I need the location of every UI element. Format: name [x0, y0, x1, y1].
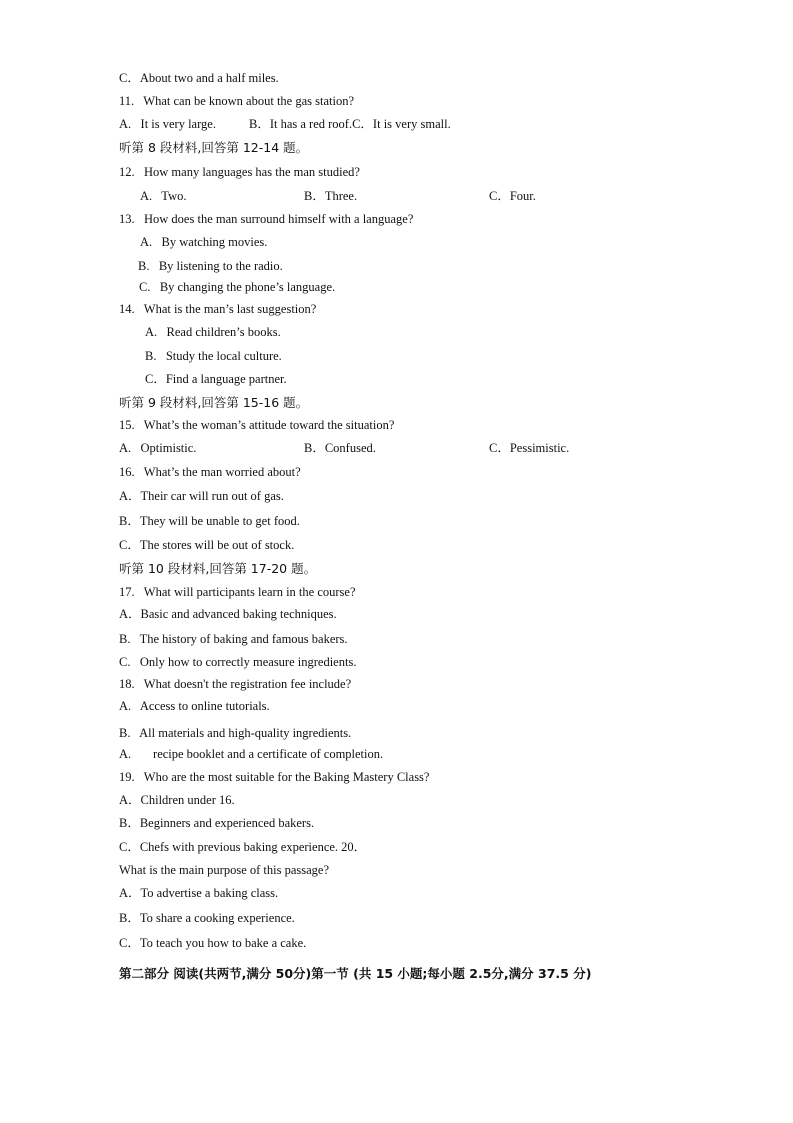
option-20b: B．To share a cooking experience.: [119, 911, 295, 925]
option-14b: B. Study the local culture.: [145, 349, 282, 363]
question-20: What is the main purpose of this passage?: [119, 863, 330, 877]
option-12b: B．Three.: [304, 189, 358, 203]
option-18b: B. All materials and high-quality ingredients.: [119, 726, 352, 740]
option-11bc: B．It has a red roof.C．It is very small.: [249, 117, 451, 131]
option-20c: C．To teach you how to bake a cake.: [119, 936, 307, 950]
option-14a: A. Read children’s books.: [145, 325, 281, 339]
option-19c: C．Chefs with previous baking experience. 20．: [119, 840, 367, 854]
option-18c: A. recipe booklet and a certificate of completion.: [119, 747, 384, 761]
option-17a: A．Basic and advanced baking techniques.: [119, 607, 337, 621]
option-11a: A. It is very large.: [119, 117, 216, 131]
option-14c: C．Find a language partner.: [145, 372, 287, 386]
question-16: 16. What’s the man worried about?: [119, 465, 301, 479]
option-13a: A. By watching movies.: [140, 235, 268, 249]
question-14: 14. What is the man’s last suggestion?: [119, 302, 317, 316]
option-12a: A. Two.: [140, 189, 187, 203]
option-16b: B．They will be unable to get food.: [119, 514, 300, 528]
question-11: 11. What can be known about the gas station?: [119, 94, 355, 108]
question-13: 13. How does the man surround himself with a language?: [119, 212, 414, 226]
option-19b: B．Beginners and experienced bakers.: [119, 816, 315, 830]
option-13c: C. By changing the phone’s language.: [139, 280, 336, 294]
option-17c: C. Only how to correctly measure ingredients.: [119, 655, 357, 669]
section-heading-10: 听第 10 段材料,回答第 17-20 题。: [119, 561, 317, 576]
option-13b: B. By listening to the radio.: [138, 259, 283, 273]
question-12: 12. How many languages has the man studied?: [119, 165, 360, 179]
option-17b: B. The history of baking and famous bakers.: [119, 632, 348, 646]
option-15b: B．Confused.: [304, 441, 376, 455]
section-heading-8: 听第 8 段材料,回答第 12-14 题。: [119, 140, 309, 155]
option-18a: A. Access to online tutorials.: [119, 699, 270, 713]
question-17: 17. What will participants learn in the course?: [119, 585, 356, 599]
question-18: 18. What doesn't the registration fee include?: [119, 677, 352, 691]
option-20a: A．To advertise a baking class.: [119, 886, 279, 900]
question-19: 19. Who are the most suitable for the Baking Mastery Class?: [119, 770, 430, 784]
option-16c: C．The stores will be out of stock.: [119, 538, 295, 552]
option-16a: A．Their car will run out of gas.: [119, 489, 284, 503]
section-heading-9: 听第 9 段材料,回答第 15-16 题。: [119, 395, 309, 410]
option-15c: C．Pessimistic.: [489, 441, 570, 455]
option-19a: A．Children under 16.: [119, 793, 235, 807]
question-15: 15. What’s the woman’s attitude toward the situation?: [119, 418, 395, 432]
part-two-heading: 第二部分 阅读(共两节,满分 50分)第一节 (共 15 小题;每小题 2.5分,满分 37.5 分): [119, 966, 592, 981]
option-15a: A. Optimistic.: [119, 441, 197, 455]
option-10c: C．About two and a half miles.: [119, 71, 279, 85]
option-12c: C．Four.: [489, 189, 536, 203]
